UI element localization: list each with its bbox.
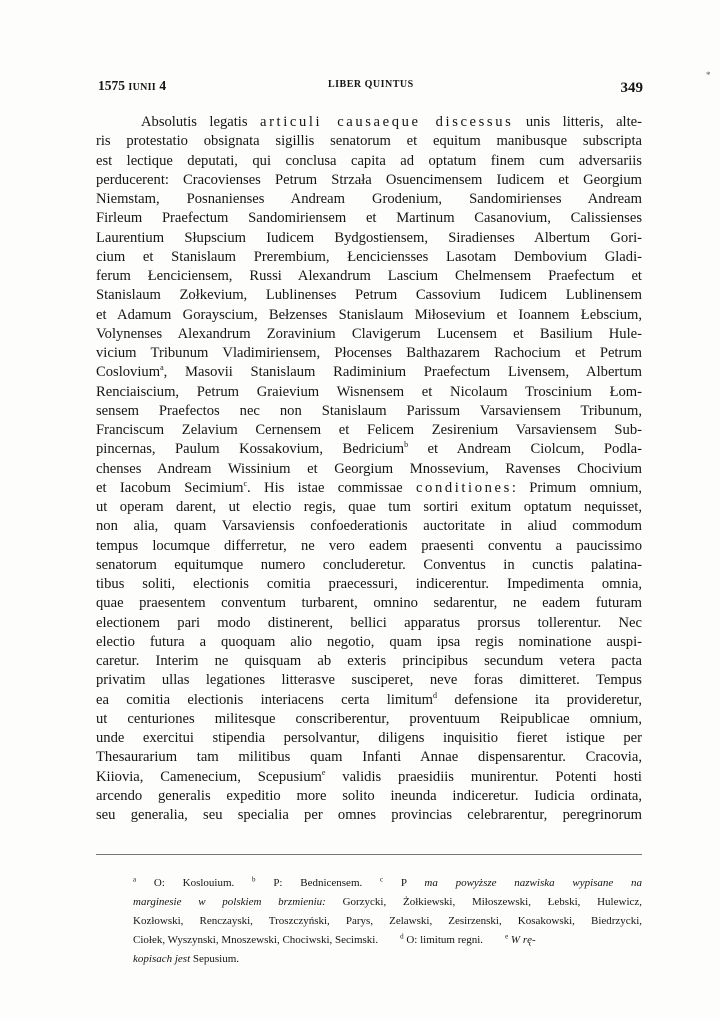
text-line: et Iacobum Secimium$^c$. His istae commissae conditiones: Primum omnium, xyxy=(96,478,642,496)
text-line: electio futura a quoquam alio negotio, quam ipsa regis nominatione auspi- xyxy=(96,633,642,650)
running-header xyxy=(98,78,643,100)
footnote-ref: c xyxy=(243,478,248,488)
footnote-line: Kozłowski, Renczayski, Troszczyński, Parys, Zelawski, Zesirzenski, Kosakowski, Biedrzycki, xyxy=(133,915,642,927)
margin-mark: * xyxy=(706,70,711,80)
text-line: est lectique deputati, qui conclusa capita ad optatum finem cum adversariis xyxy=(96,152,642,169)
text-line: caretur. Interim ne quisquam ab exteris principibus secundum vetera pacta xyxy=(96,653,642,669)
header-book-title: LIBER QUINTUS xyxy=(328,79,414,90)
text-line: tempus locumque differretur, ne vero eadem praesenti conventu a paucissimo xyxy=(96,537,642,554)
text-line: non alia, quam Varsaviensis confoederationis auctoritate in aliud commodum xyxy=(96,518,642,535)
footnote-line: kopisach jest Sepusium. xyxy=(133,953,240,965)
text-line: Firleum Praefectum Sandomiriensem et Martinum Casanovium, Calissienses xyxy=(96,210,642,227)
footnote-b: $^b$ P: Bednicensem. xyxy=(252,875,363,889)
text-line: arcendo generalis expeditio more solito ineunda indiceretur. Iudicia ordinata, xyxy=(96,787,642,804)
text-line: Laurentium Słupscium Iudicem Bydgostiensem, Siradienses Albertum Gori- xyxy=(96,229,642,246)
text-line: Stanislaum Zołkevium, Lublinenses Petrum Cassovium Iudicem Lublinensem xyxy=(96,287,642,304)
footnote-a: $^a$ O: Koslouium. xyxy=(133,875,235,889)
text-line: chenses Andream Wissinium et Georgium Mnossevium, Ravenses Chocivium xyxy=(96,460,642,477)
footnote-line: Ciołek, Wyszynski, Mnoszewski, Chociwski, Secimski. $^d$ O: limitum regni. $^e$ W rę- xyxy=(133,932,536,946)
footnote-divider xyxy=(96,854,642,855)
text-line: ris protestatio obsignata sigillis senatorum et equitum manibusque subscripta xyxy=(96,133,642,150)
text-line: Volynenses Alexandrum Zoravinium Clavigerum Lucensem et Basilium Hule- xyxy=(96,325,642,342)
text-line: Kiiovia, Camenecium, Scepusium$^e$ validis praesidiis munirentur. Potenti hosti xyxy=(96,767,642,785)
text-line: electionem pari modo distinerent, bellici apparatus prorsus tollerentur. Nec xyxy=(96,614,642,631)
text-line: Thesaurarium tam militibus quam Infanti Annae dispensarentur. Cracovia, xyxy=(96,749,642,766)
text-line: vicium Tribunum Vladimiriensem, Płocenses Balthazarem Rachocium et Petrum xyxy=(96,345,642,361)
text-line: ut centuriones militesque conscriberentur, proventuum Reipublicae omnium, xyxy=(96,710,642,727)
text-line: sensem Praefectos nec non Stanislaum Parissum Varsaviensem Tribunum, xyxy=(96,402,642,419)
text-line: Renciaiscium, Petrum Graievium Wisnensem et Nicolaum Troscinium Łom- xyxy=(96,383,642,400)
text-line: Franciscum Zelavium Cernensem et Felicem Zesirenium Varsaviensem Sub- xyxy=(96,422,642,438)
text-line: ea comitia electionis interiacens certa limitum$^d$ defensione ita provideretur, xyxy=(96,690,642,708)
footnote-e: $^e$ W rę- xyxy=(505,932,536,946)
text-line: Absolutis legatis articuli causaeque discessus unis litteris, alte- xyxy=(141,114,642,130)
footnote-line: marginesie w polskiem brzmieniu: Gorzycki, Żołkiewski, Miłoszewski, Łebski, Hulewicz, xyxy=(133,896,642,908)
text-line: ut operam darent, ut electio regis, quae tum sortiri exitum optatum nequisset, xyxy=(96,499,642,515)
footnote-ref: b xyxy=(404,440,409,450)
text-line: pincernas, Paulum Kossakovium, Bedricium$^b$ et Andream Ciolcum, Podla- xyxy=(96,440,642,458)
text-line: tibus soliti, electionis comitia praecessuri, indicerentur. Impedimenta omnia, xyxy=(96,576,642,592)
footnote-c: $^c$ P ma powyższe nazwiska wypisane na xyxy=(380,875,642,889)
text-line: et Adamum Gorayscium, Bełzenses Stanislaum Miłosevium et Ioannem Łebscium, xyxy=(96,306,642,323)
text-line: Niemstam, Posnanienses Andream Grodenium, Sandomirienses Andream xyxy=(96,191,642,207)
text-line: privatim ullas legationes litterasve susciperet, neve foras dimitteret. Tempus xyxy=(96,672,642,689)
footnote-ref: d xyxy=(433,690,438,700)
text-line: cium et Stanislaum Prerembium, Łenciciensses Lasotam Dembovium Gladi- xyxy=(96,248,642,265)
text-line: senatorum equitumque numero concluderetur. Conventus in cunctis palatina- xyxy=(96,556,642,573)
main-text xyxy=(96,113,642,825)
page-number: 349 xyxy=(620,80,643,96)
footnotes xyxy=(133,874,642,969)
text-line: perducerent: Cracovienses Petrum Strzała Osuencimensem Iudicem et Georgium xyxy=(96,171,642,188)
footnote-d: $^d$ O: limitum regni. xyxy=(400,932,484,946)
footnote-ref: e xyxy=(321,767,326,777)
header-date: 1575 IUNII 4 xyxy=(98,78,167,93)
text-line: Coslovium$^a$, Masovii Stanislaum Radiminium Praefectum Livensem, Albertum xyxy=(96,363,642,381)
text-line: seu generalia, seu specialia per omnes provincias celebrarentur, peregrinorum xyxy=(96,807,642,823)
text-line: ferum Łenciciensem, Russi Alexandrum Lascium Chelmensem Praefectum et xyxy=(96,268,642,284)
text-line: unde exercitui stipendia persolvantur, diligens inquisitio fieret istique per xyxy=(96,730,642,746)
footnote-ref: a xyxy=(160,363,164,373)
footnote-line xyxy=(133,874,642,893)
text-line: quae praesentem conventum turbarent, omnino sedarentur, ne eadem futuram xyxy=(96,595,642,612)
